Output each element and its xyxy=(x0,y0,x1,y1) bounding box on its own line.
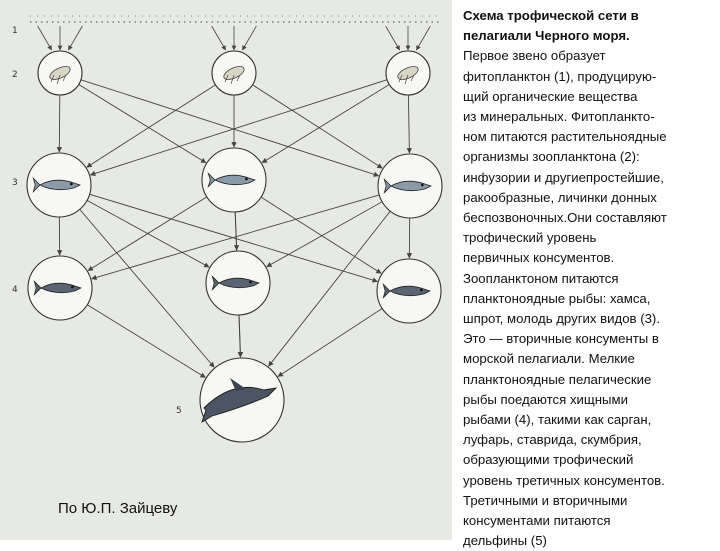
feeding-link-arrow xyxy=(278,308,382,376)
description-line: фитопланктон (1), продуцирую- xyxy=(463,67,715,87)
description-line: шпрот, молодь других видов (3). xyxy=(463,309,715,329)
description-line: планктоноядные пелагические xyxy=(463,370,715,390)
feeding-link-arrow xyxy=(87,85,216,167)
feeding-link-arrow xyxy=(59,95,60,152)
description-line: трофический уровень xyxy=(463,228,715,248)
description-line: консументами питаются xyxy=(463,511,715,531)
feeding-link-arrow xyxy=(416,26,430,50)
feeding-link-arrow xyxy=(68,26,82,50)
feeding-link-arrow xyxy=(79,85,206,163)
feeding-link-arrow xyxy=(88,197,207,271)
feeding-link-arrow xyxy=(212,26,226,50)
description-line: рыбы поедаются хищными xyxy=(463,390,715,410)
level-label-1: 1 xyxy=(12,26,18,36)
source-caption: По Ю.П. Зайцеву xyxy=(58,500,177,517)
description-body xyxy=(463,46,715,551)
description-line: образующими трофический xyxy=(463,450,715,470)
description-line: луфарь, ставрида, скумбрия, xyxy=(463,430,715,450)
description-line: организмы зоопланктона (2): xyxy=(463,147,715,167)
feeding-link-arrow xyxy=(261,197,381,273)
phytoplankton-band xyxy=(30,16,440,22)
fish-left-node xyxy=(27,153,91,217)
level-label-2: 2 xyxy=(12,70,18,80)
level-label-5: 5 xyxy=(176,406,182,416)
description-panel xyxy=(463,6,715,551)
feeding-link-arrow xyxy=(38,26,52,50)
description-line: Первое звено образует xyxy=(463,46,715,66)
description-line: инфузории и другиепростейшие, xyxy=(463,168,715,188)
description-line: беспозвоночных.Они составляют xyxy=(463,208,715,228)
organism-nodes xyxy=(27,51,442,442)
zooplankton-left-node xyxy=(38,51,82,95)
zooplankton-center-node xyxy=(212,51,256,95)
description-line: планктоноядные рыбы: хамса, xyxy=(463,289,715,309)
level-label-4: 4 xyxy=(12,285,18,295)
title-line-2: пелагиали Черного моря. xyxy=(463,26,715,46)
description-line: Зоопланктоном питаются xyxy=(463,269,715,289)
feeding-link-arrow xyxy=(87,305,205,378)
feeding-link-arrow xyxy=(408,95,409,153)
description-line: ракообразные, личинки донных xyxy=(463,188,715,208)
feeding-link-arrow xyxy=(242,26,256,50)
predator-left-node xyxy=(28,256,92,320)
title-line-1: Схема трофической сети в xyxy=(463,6,715,26)
description-line: рыбами (4), такими как сарган, xyxy=(463,410,715,430)
predator-center-node xyxy=(206,251,270,315)
predator-right-node xyxy=(377,259,441,323)
description-line: Третичными и вторичными xyxy=(463,491,715,511)
description-line: щий органические вещества xyxy=(463,87,715,107)
zooplankton-right-node xyxy=(386,51,430,95)
feeding-link-arrow xyxy=(386,26,400,50)
fish-right-node xyxy=(378,154,442,218)
level-label-3: 3 xyxy=(12,178,18,188)
description-line: морской пелагиали. Мелкие xyxy=(463,349,715,369)
description-line: дельфины (5) xyxy=(463,531,715,551)
fish-center-node xyxy=(202,148,266,212)
description-line: уровень третичных консументов. xyxy=(463,471,715,491)
description-line: первичных консументов. xyxy=(463,248,715,268)
description-line: ном питаются растительноядные xyxy=(463,127,715,147)
feeding-link-arrow xyxy=(262,85,389,163)
description-line: Это — вторичные консументы в xyxy=(463,329,715,349)
dolphin-node xyxy=(200,358,284,442)
description-line: из минеральных. Фитопланкто- xyxy=(463,107,715,127)
